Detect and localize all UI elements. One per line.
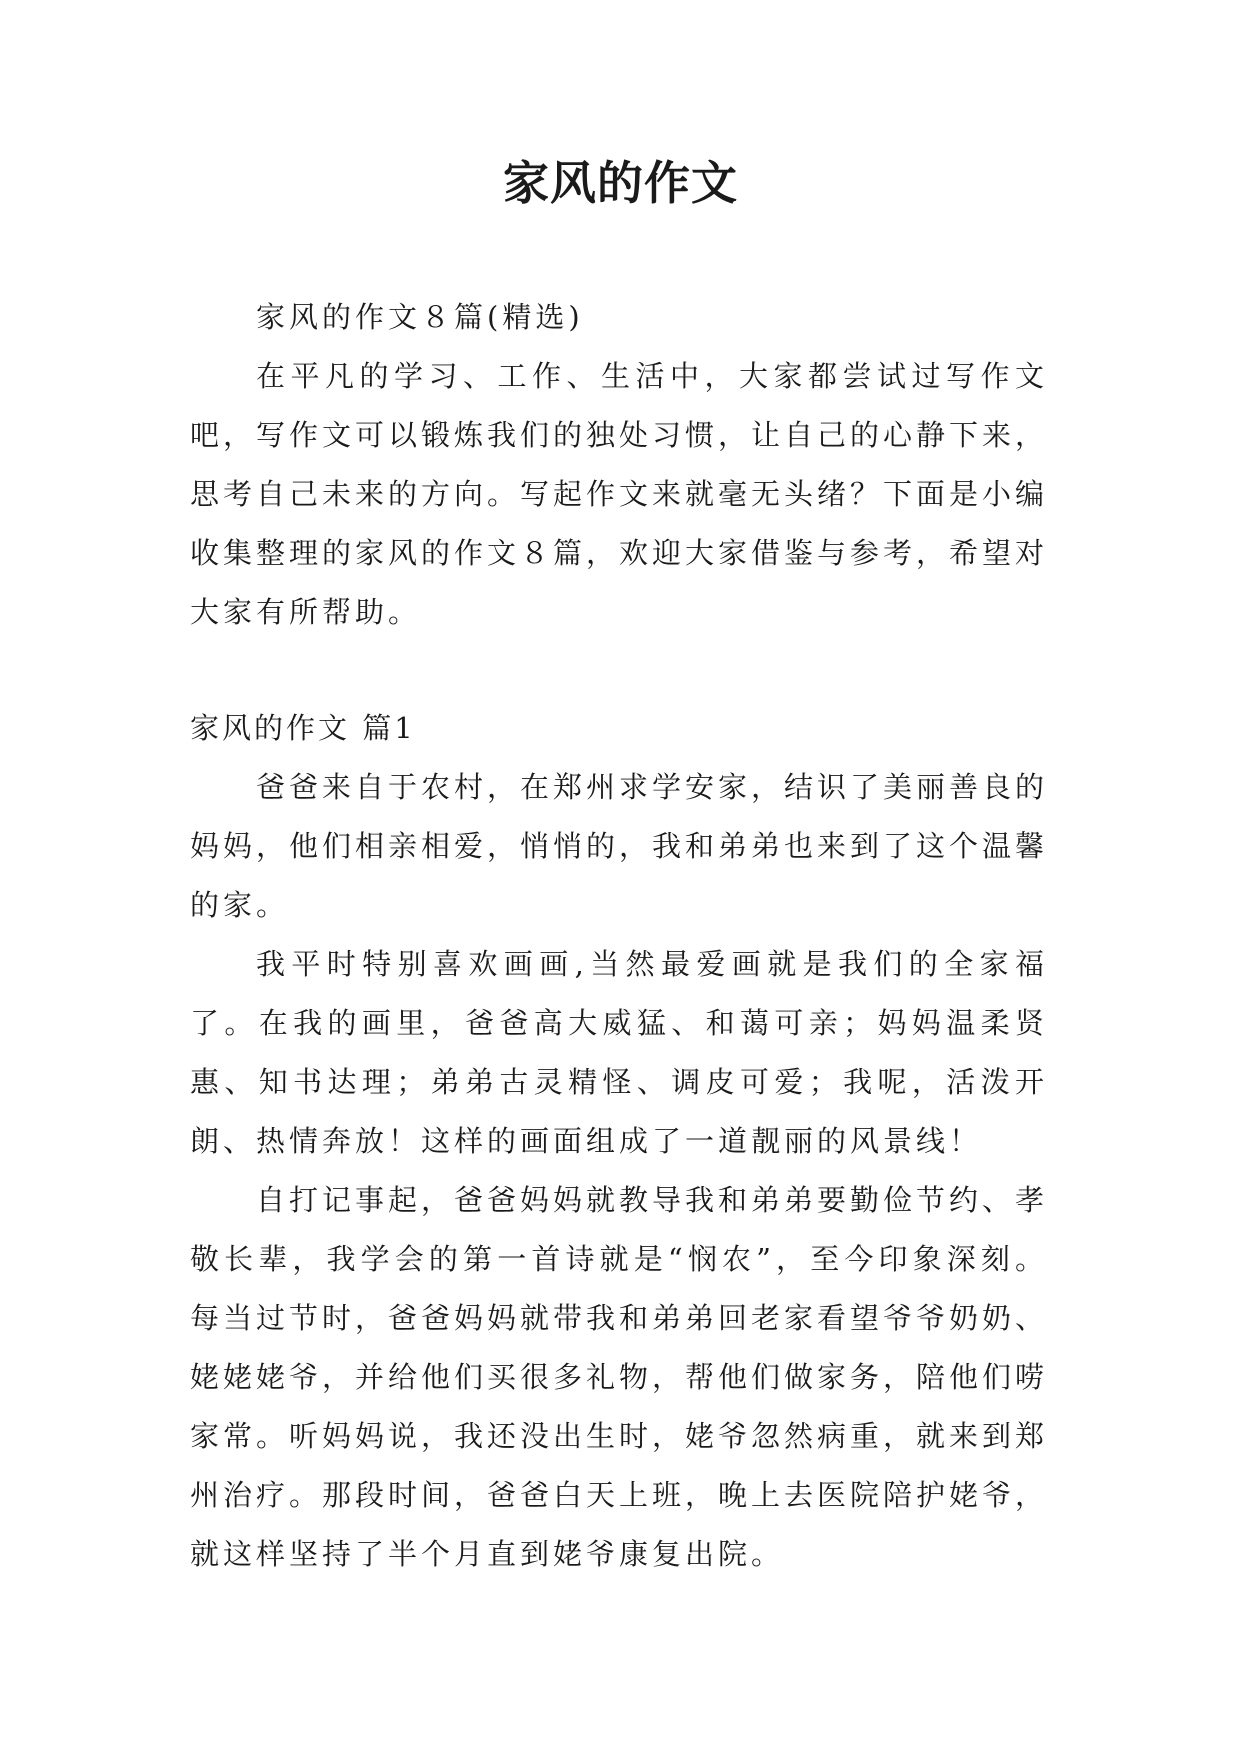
- intro-paragraph: 在平凡的学习、工作、生活中，大家都尝试过写作文吧，写作文可以锻炼我们的独处习惯，让自己的心静下来，思考自己未来的方向。写起作文来就毫无头绪？下面是小编收集整理的家风的作文８篇，欢迎大家借鉴与参考，希望对大家有所帮助。: [190, 359, 1049, 629]
- body-paragraph: 自打记事起，爸爸妈妈就教导我和弟弟要勤俭节约、孝敬长辈，我学会的第一首诗就是“悯农”，至今印象深刻。每当过节时，爸爸妈妈就带我和弟弟回老家看望爷爷奶奶、姥姥姥爷，并给他们买很多礼物，帮他们做家务，陪他们唠家常。听妈妈说，我还没出生时，姥爷忽然病重，就来到郑州治疗。那段时间，爸爸白天上班，晚上去医院陪护姥爷，就这样坚持了半个月直到姥爷康复出院。: [190, 1183, 1049, 1571]
- document-title: 家风的作文: [503, 156, 738, 210]
- body-paragraph: 我平时特别喜欢画画,当然最爱画就是我们的全家福了。在我的画里，爸爸高大威猛、和蔼可亲；妈妈温柔贤惠、知书达理；弟弟古灵精怪、调皮可爱；我呢，活泼开朗、热情奔放！这样的画面组成了一道靓丽的风景线！: [190, 947, 1048, 1158]
- body-paragraph: 爸爸来自于农村，在郑州求学安家，结识了美丽善良的妈妈，他们相亲相爱，悄悄的，我和弟弟也来到了这个温馨的家。: [190, 770, 1049, 922]
- section-heading: 家风的作文 篇1: [190, 711, 416, 745]
- document-subtitle: 家风的作文８篇(精选): [256, 300, 584, 334]
- document-body: [190, 288, 1048, 1584]
